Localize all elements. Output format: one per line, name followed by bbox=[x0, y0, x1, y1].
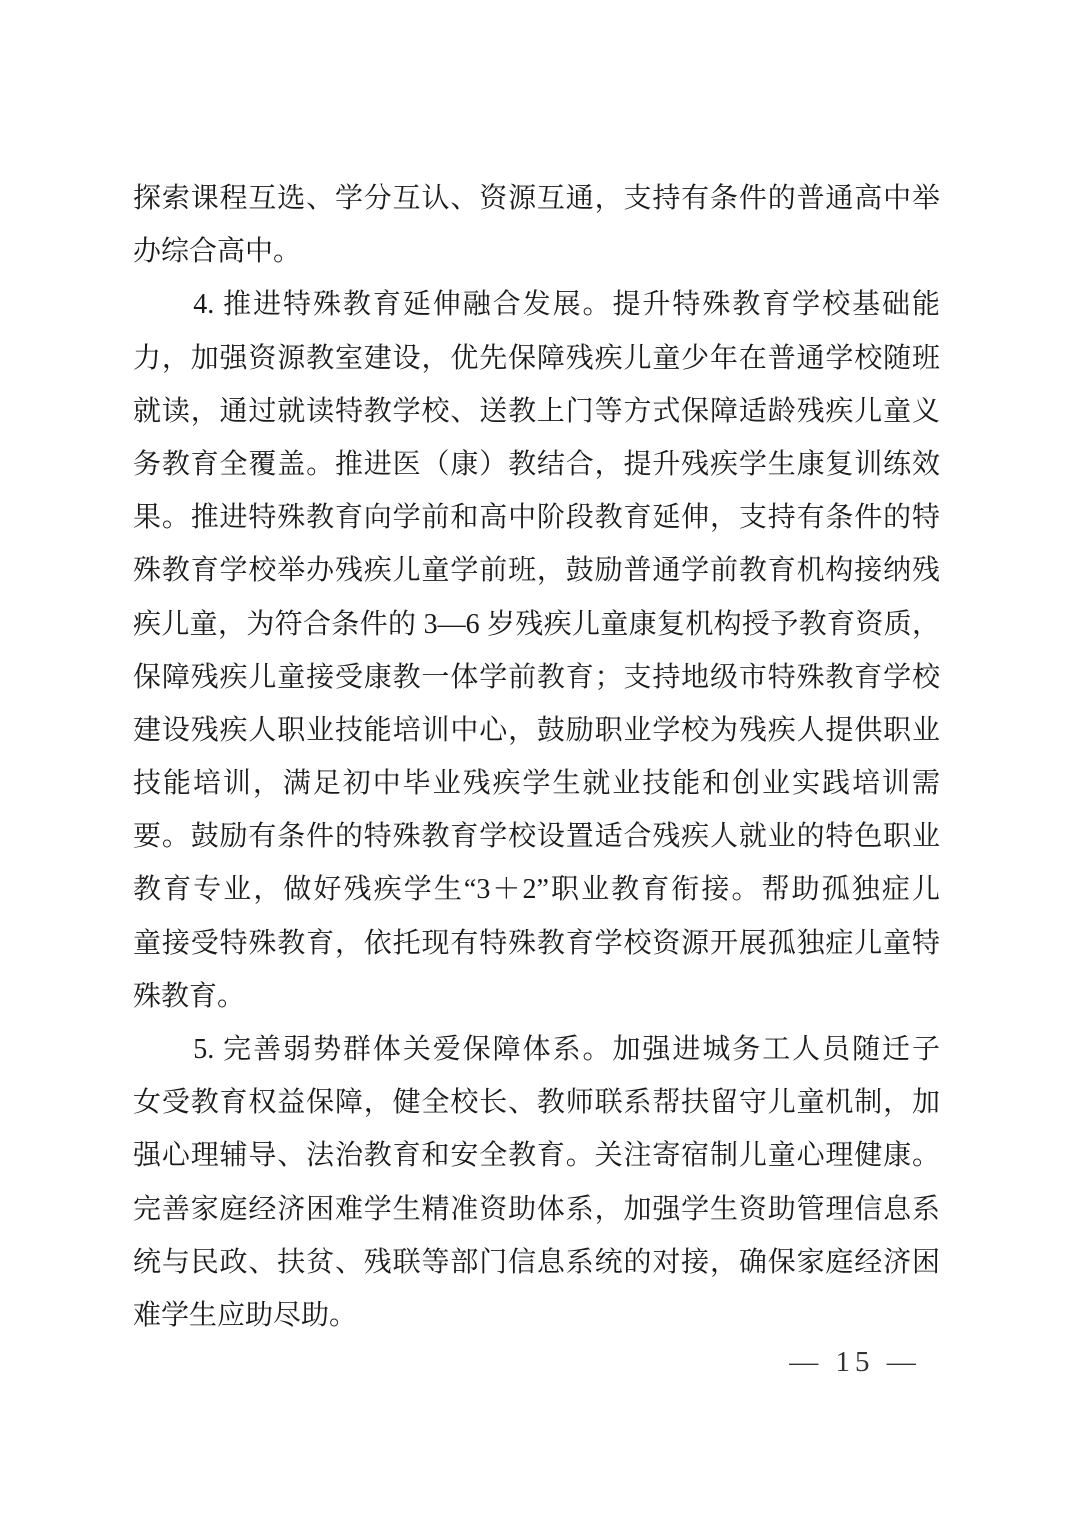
text-line: 力，加强资源教室建设，优先保障残疾儿童少年在普通学校随班 bbox=[133, 342, 940, 374]
text-line: 保障残疾儿童接受康教一体学前教育；支持地级市特殊教育学校 bbox=[133, 661, 940, 693]
page-number: — 15 — bbox=[789, 1346, 921, 1378]
text-line: 教育专业，做好残疾学生“3＋2”职业教育衔接。帮助孤独症儿 bbox=[133, 874, 940, 906]
text-line: 完善家庭经济困难学生精准资助体系，加强学生资助管理信息系 bbox=[133, 1193, 940, 1225]
text-line-item-5-start: 5. 完善弱势群体关爱保障体系。加强进城务工人员随迁子 bbox=[193, 1034, 940, 1065]
text-line: 办综合高中。 bbox=[133, 236, 302, 268]
text-line: 务教育全覆盖。推进医（康）教结合，提升残疾学生康复训练效 bbox=[133, 448, 940, 480]
text-line: 果。推进特殊教育向学前和高中阶段教育延伸，支持有条件的特 bbox=[133, 502, 940, 534]
text-line: 殊教育学校举办残疾儿童学前班，鼓励普通学前教育机构接纳残 bbox=[133, 555, 940, 587]
text-line: 强心理辅导、法治教育和安全教育。关注寄宿制儿童心理健康。 bbox=[133, 1140, 940, 1172]
text-line: 要。鼓励有条件的特殊教育学校设置适合残疾人就业的特色职业 bbox=[133, 821, 940, 853]
text-line: 疾儿童，为符合条件的 3—6 岁残疾儿童康复机构授予教育资质， bbox=[133, 608, 940, 640]
text-line: 童接受特殊教育，依托现有特殊教育学校资源开展孤独症儿童特 bbox=[133, 927, 940, 959]
text-line: 殊教育。 bbox=[133, 980, 246, 1012]
text-line: 女受教育权益保障，健全校长、教师联系帮扶留守儿童机制，加 bbox=[133, 1087, 940, 1119]
text-line: 就读，通过就读特教学校、送教上门等方式保障适龄残疾儿童义 bbox=[133, 395, 940, 427]
text-line: 统与民政、扶贫、残联等部门信息系统的对接，确保家庭经济困 bbox=[133, 1246, 940, 1278]
text-line: 建设残疾人职业技能培训中心，鼓励职业学校为残疾人提供职业 bbox=[133, 714, 940, 746]
text-line-item-4-start: 4. 推进特殊教育延伸融合发展。提升特殊教育学校基础能 bbox=[193, 289, 940, 321]
document-body bbox=[133, 172, 940, 1342]
text-line: 技能培训，满足初中毕业残疾学生就业技能和创业实践培训需 bbox=[133, 768, 940, 800]
text-line: 探索课程互选、学分互认、资源互通，支持有条件的普通高中举 bbox=[133, 183, 940, 214]
text-line: 难学生应助尽助。 bbox=[133, 1299, 358, 1331]
